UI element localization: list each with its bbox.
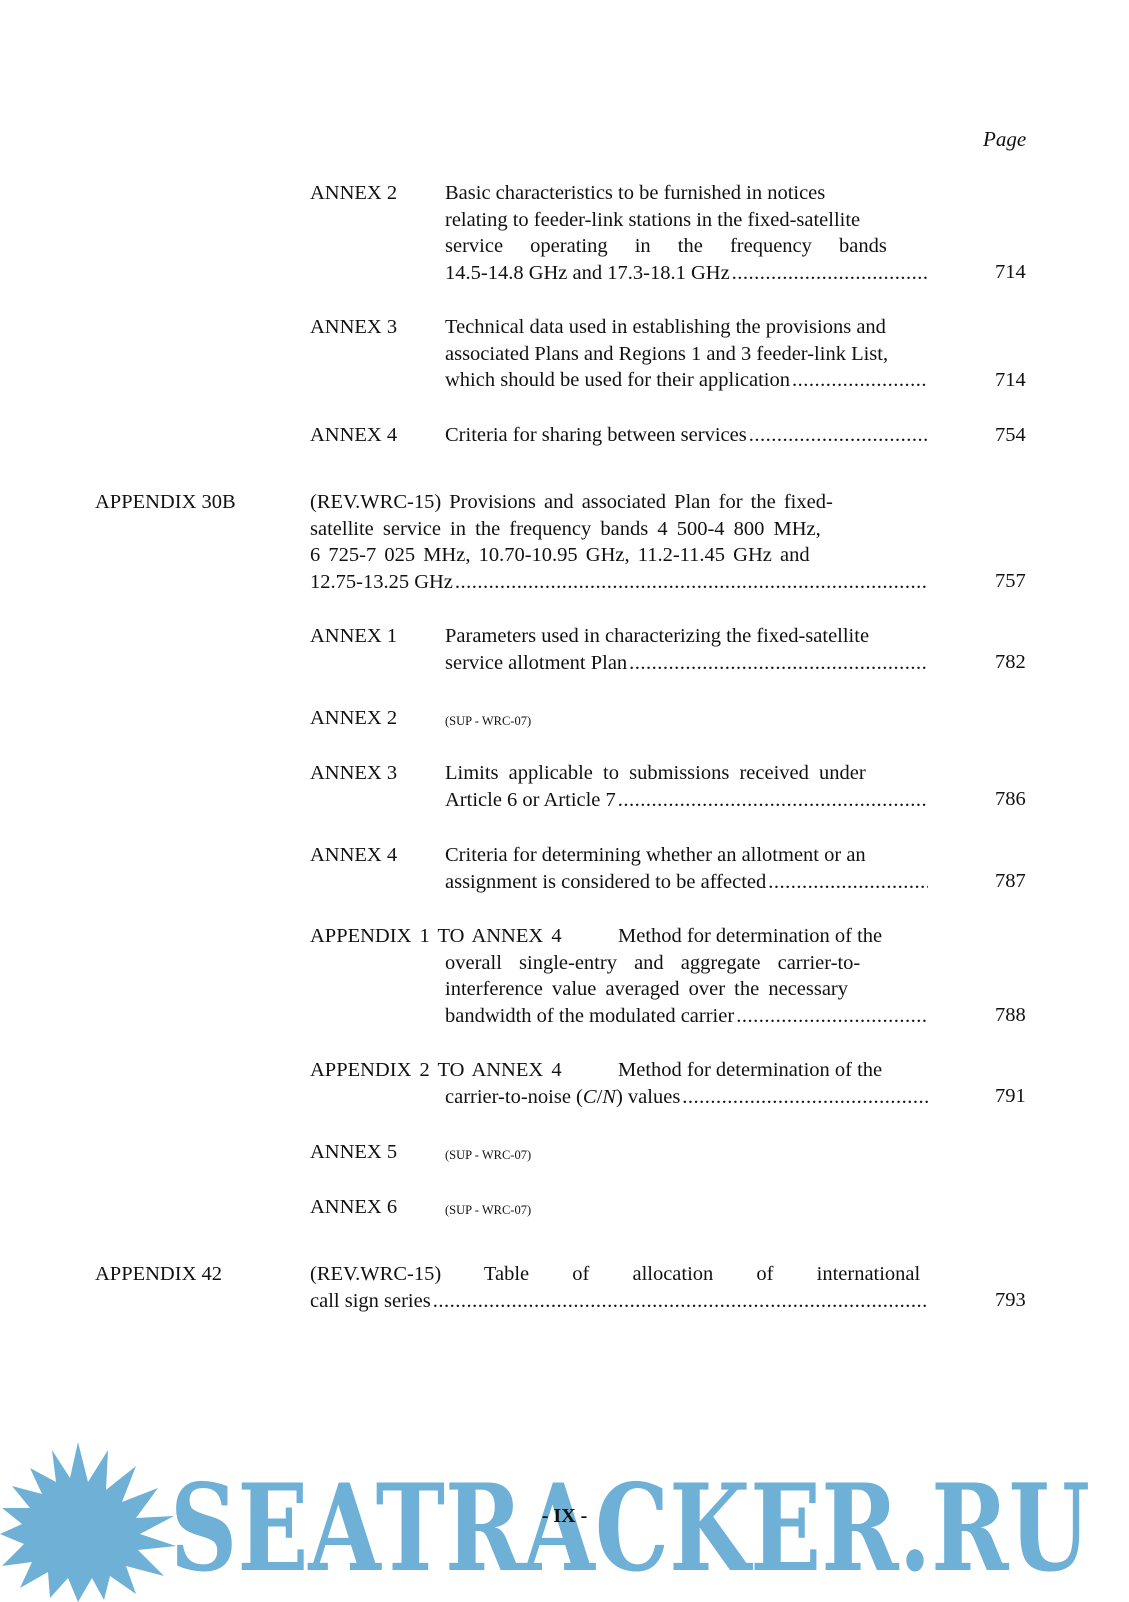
entry-text-line: Criteria for determining whether an allotment or an	[445, 844, 866, 866]
entry-last-line: Criteria for sharing between services .....	[445, 422, 928, 449]
entry-page-number: 754	[995, 424, 1026, 446]
entry-page-number: 757	[995, 570, 1026, 592]
entry-label: ANNEX 2	[310, 707, 398, 729]
entry-last-line: service allotment Plan .....	[445, 650, 928, 677]
entry-last-line: carrier-to-noise (C/N) values .....	[445, 1084, 928, 1111]
entry-page-number: 788	[995, 1004, 1026, 1026]
entry-text-line: service operating in the frequency bands	[445, 235, 887, 257]
entry-label: ANNEX 5	[310, 1141, 398, 1163]
entry-last-line: Article 6 or Article 7 .....	[445, 787, 928, 814]
entry-last-line: assignment is considered to be affected .....	[445, 869, 928, 896]
entry-last-line: call sign series .....	[310, 1288, 928, 1315]
entry-text-line: Parameters used in characterizing the fixed-satellite	[445, 625, 870, 647]
entry-text-line: Method for determination of the	[618, 925, 883, 947]
entry-text-line: Technical data used in establishing the provisions and	[445, 316, 886, 338]
entry-text-line: (REV.WRC-15) Table of allocation of international	[310, 1263, 921, 1285]
entry-label: ANNEX 4	[310, 424, 398, 446]
watermark-text: SEATRACKER.RU	[170, 1458, 1090, 1599]
page-column-header: Page	[983, 127, 1027, 151]
entry-label: APPENDIX 30B	[95, 491, 236, 513]
entry-label: ANNEX 6	[310, 1196, 398, 1218]
entry-label: ANNEX 1	[310, 625, 398, 647]
entry-page-number: 787	[995, 870, 1026, 892]
entry-label: ANNEX 2	[310, 182, 398, 204]
entry-label: APPENDIX 42	[95, 1263, 222, 1285]
entry-text-line: (REV.WRC-15) Provisions and associated Plan for the fixed-	[310, 491, 833, 513]
entry-text-line: overall single-entry and aggregate carrier-to-	[445, 951, 861, 974]
footer-page-number: - IX -	[541, 1505, 588, 1527]
entry-page-number: 786	[995, 788, 1026, 810]
entry-text-line: Basic characteristics to be furnished in notices	[445, 182, 826, 204]
entry-last-line: which should be used for their application .....	[445, 367, 928, 394]
entry-label: APPENDIX 2 TO ANNEX 4	[310, 1059, 562, 1081]
entry-page-number: 714	[995, 369, 1026, 391]
entry-page-number: 793	[995, 1289, 1026, 1311]
entry-label: ANNEX 3	[310, 316, 398, 338]
entry-text-line: Limits applicable to submissions received under	[445, 762, 866, 784]
suppressed-note: (SUP - WRC-07)	[445, 714, 532, 728]
entry-last-line: bandwidth of the modulated carrier .....	[445, 1003, 928, 1030]
entry-text-line: interference value averaged over the necessary	[445, 978, 849, 1000]
entry-last-line: 14.5-14.8 GHz and 17.3-18.1 GHz .....	[445, 260, 928, 287]
entry-text-line: Method for determination of the	[618, 1059, 883, 1081]
suppressed-note: (SUP - WRC-07)	[445, 1148, 532, 1162]
entry-text-line: 6 725-7 025 MHz, 10.70-10.95 GHz, 11.2-11.45 GHz and	[310, 544, 810, 566]
entry-last-line: 12.75-13.25 GHz .....	[310, 569, 928, 596]
entry-page-number: 782	[995, 651, 1026, 673]
entry-page-number: 714	[995, 261, 1026, 283]
entry-label: ANNEX 3	[310, 762, 398, 784]
suppressed-note: (SUP - WRC-07)	[445, 1203, 532, 1217]
entry-page-number: 791	[995, 1085, 1026, 1107]
entry-label: APPENDIX 1 TO ANNEX 4	[310, 925, 562, 947]
entry-text-line: satellite service in the frequency bands 4 500-4 800 MHz,	[310, 517, 821, 540]
entry-text-line: associated Plans and Regions 1 and 3 feeder-link List,	[445, 342, 889, 365]
entry-label: ANNEX 4	[310, 844, 398, 866]
entry-text-line: relating to feeder-link stations in the fixed-satellite	[445, 208, 861, 231]
